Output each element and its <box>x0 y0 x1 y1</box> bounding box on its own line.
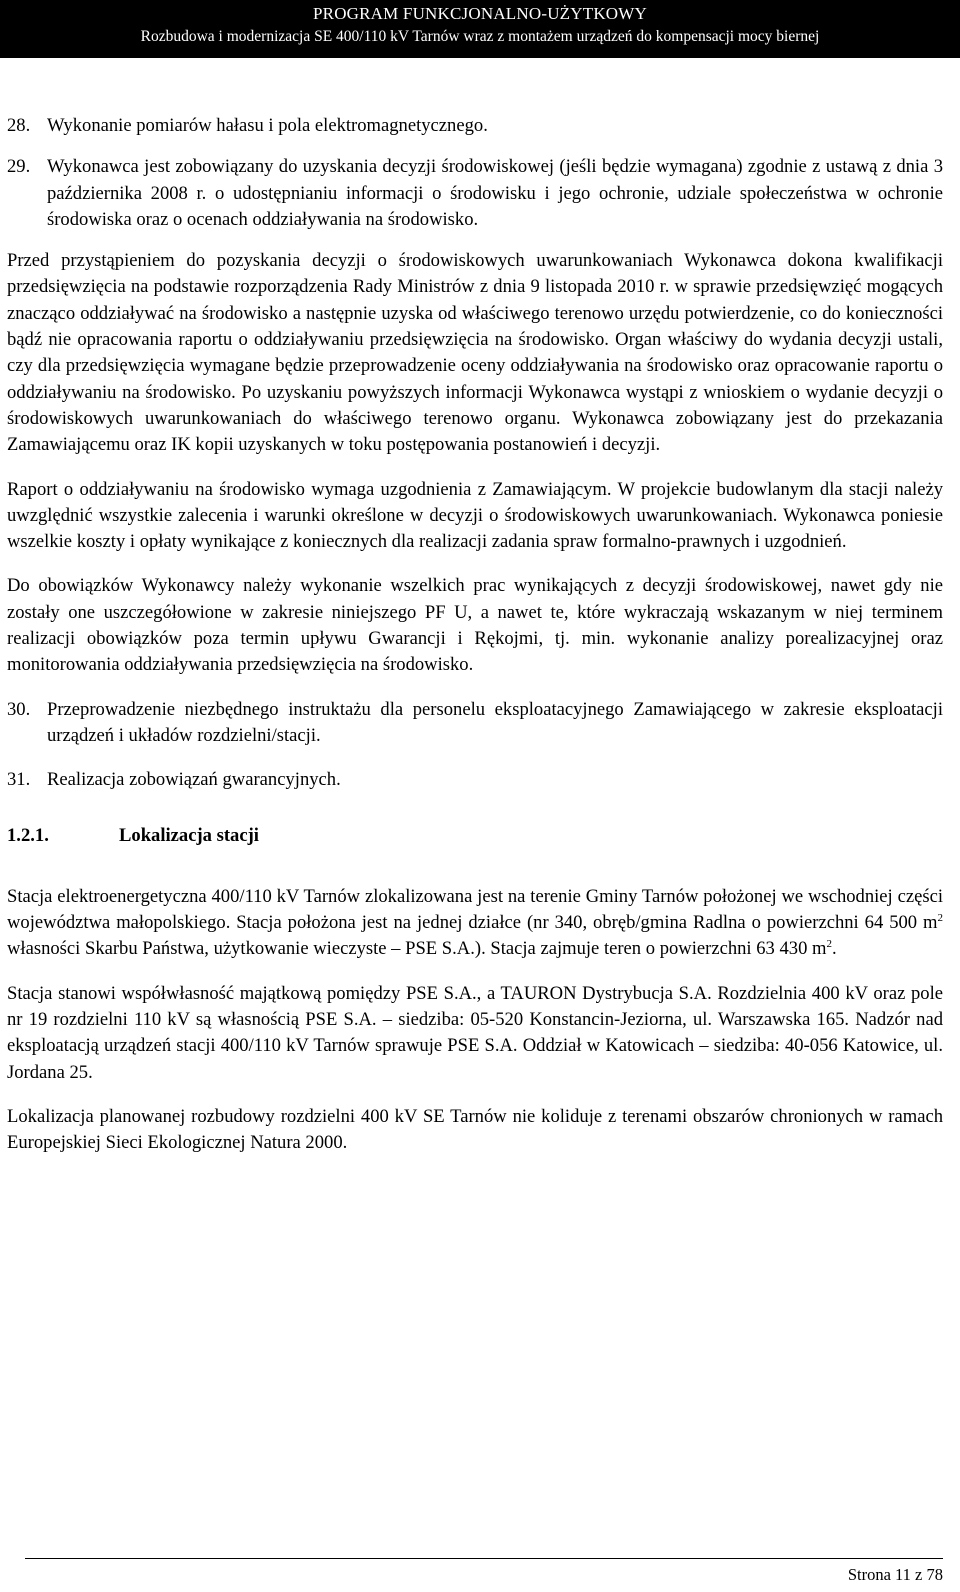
paragraph-text: własności Skarbu Państwa, użytkowanie wieczyste – PSE S.A.). Stacja zajmuje teren o powierzchni 63 430 m <box>7 938 827 960</box>
paragraph-29-report: Raport o oddziaływaniu na środowisko wymaga uzgodnienia z Zamawiającym. W projekcie budowlanym dla stacji należy uwzględnić wszystkie zalecenia i warunki określone w decyzji o środowiskowych uwarunkowaniach. Wykonawca poniesie wszelkie koszty i opłaty wynikające z koniecznych dla realizacji zadania spraw formalno-prawnych i uzgodnień. <box>7 478 943 553</box>
superscript: 2 <box>937 911 943 924</box>
paragraph-text: . <box>832 938 837 960</box>
section-number: 1.2.1. <box>7 824 49 846</box>
item-text: Wykonanie pomiarów hałasu i pola elektromagnetycznego. <box>47 115 488 136</box>
section-title: Lokalizacja stacji <box>119 824 259 846</box>
list-item-28 <box>7 113 943 139</box>
paragraph-text: Stacja elektroenergetyczna 400/110 kV Tarnów zlokalizowana jest na terenie Gminy Tarnów położonej we wschodniej części województwa małopolskiego. Stacja położona jest na jednej działce (nr 340, obręb/gmina Radlna o powierzchni 64 500 m <box>7 885 943 934</box>
paragraph-natura-2000: Lokalizacja planowanej rozbudowy rozdzielni 400 kV SE Tarnów nie koliduje z terenami obszarów chronionych w ramach Europejskiej Sieci Ekologicznej Natura 2000. <box>7 1105 943 1154</box>
paragraph-29-qualification: Przed przystąpieniem do pozyskania decyzji o środowiskowych uwarunkowaniach Wykonawca dokona kwalifikacji przedsięwzięcia na podstawie rozporządzenia Rady Ministrów z dnia 9 listopada 2010 r. w sprawie przedsięwzięć mogących znacząco oddziaływać na środowisko a następnie uzyska od właściwego terenowo urzędu potwierdzenie, co do konieczności bądź nie opracowania raportu o oddziaływaniu przedsięwzięcia na środowisko. Organ właściwy do wydania decyzji ustali, czy dla przedsięwzięcia wymagane będzie przeprowadzenie oceny oddziaływania na środowisko oraz opracowanie raportu o oddziaływaniu na środowisko. Po uzyskaniu powyższych informacji Wykonawca wystąpi z wnioskiem o wydanie decyzji o środowiskowych uwarunkowaniach do właściwego terenowo organu. Wykonawca zobowiązany jest do przekazania Zamawiającemu oraz IK kopii uzyskanych w toku postępowania postanowień i decyzji. <box>7 250 943 456</box>
list-item-30 <box>7 697 943 750</box>
item-number: 28. <box>7 115 31 136</box>
document-header <box>0 0 960 58</box>
item-number: 30. <box>7 698 31 720</box>
section-heading <box>7 823 943 849</box>
page-footer <box>25 1558 943 1585</box>
header-subtitle: Rozbudowa i modernizacja SE 400/110 kV Tarnów wraz z montażem urządzeń do kompensacji mocy biernej <box>140 28 820 45</box>
page-number: Strona 11 z 78 <box>847 1565 943 1584</box>
document-body <box>7 113 943 1157</box>
list-item-29 <box>7 154 943 233</box>
header-title: PROGRAM FUNKCJONALNO-UŻYTKOWY <box>313 4 647 23</box>
item-text: Realizacja zobowiązań gwarancyjnych. <box>47 769 341 791</box>
paragraph-ownership: Stacja stanowi współwłasność majątkową pomiędzy PSE S.A., a TAURON Dystrybucja S.A. Rozdzielnia 400 kV oraz pole nr 19 rozdzielni 110 kV są własnością PSE S.A. – siedziba: 05-520 Konstancin-Jeziorna, ul. Warszawska 165. Nadzór nad eksploatacją urządzeń stacji 400/110 kV Tarnów sprawuje PSE S.A. Oddział w Katowicach – siedziba: 40-056 Katowice, ul. Jordana 25. <box>7 982 943 1083</box>
item-number: 31. <box>7 769 31 791</box>
paragraph-station-location <box>7 884 943 963</box>
list-item-31 <box>7 767 943 793</box>
item-number: 29. <box>7 156 31 178</box>
superscript: 2 <box>826 938 832 951</box>
paragraph-29-obligations: Do obowiązków Wykonawcy należy wykonanie wszelkich prac wynikających z decyzji środowiskowej, nawet gdy nie zostały one uszczegółowione w zakresie niniejszego PF U, a nawet te, które wykraczają wskazanym w niej terminem realizacji obowiązków poza termin upływu Gwarancji i Rękojmi, tj. min. wykonanie analizy porealizacyjnej oraz monitorowania oddziaływania przedsięwzięcia na środowisko. <box>7 575 943 676</box>
item-text: Wykonawca jest zobowiązany do uzyskania decyzji środowiskowej (jeśli będzie wymagana) zgodnie z ustawą z dnia 3 października 2008 r. o udostępnianiu informacji o środowisku i jego ochronie, udziale społeczeństwa w ochronie środowiska oraz o ocenach oddziaływania na środowisko. <box>47 156 943 230</box>
item-text: Przeprowadzenie niezbędnego instruktażu dla personelu eksploatacyjnego Zamawiającego w zakresie eksploatacji urządzeń i układów rozdzielni/stacji. <box>47 698 943 746</box>
